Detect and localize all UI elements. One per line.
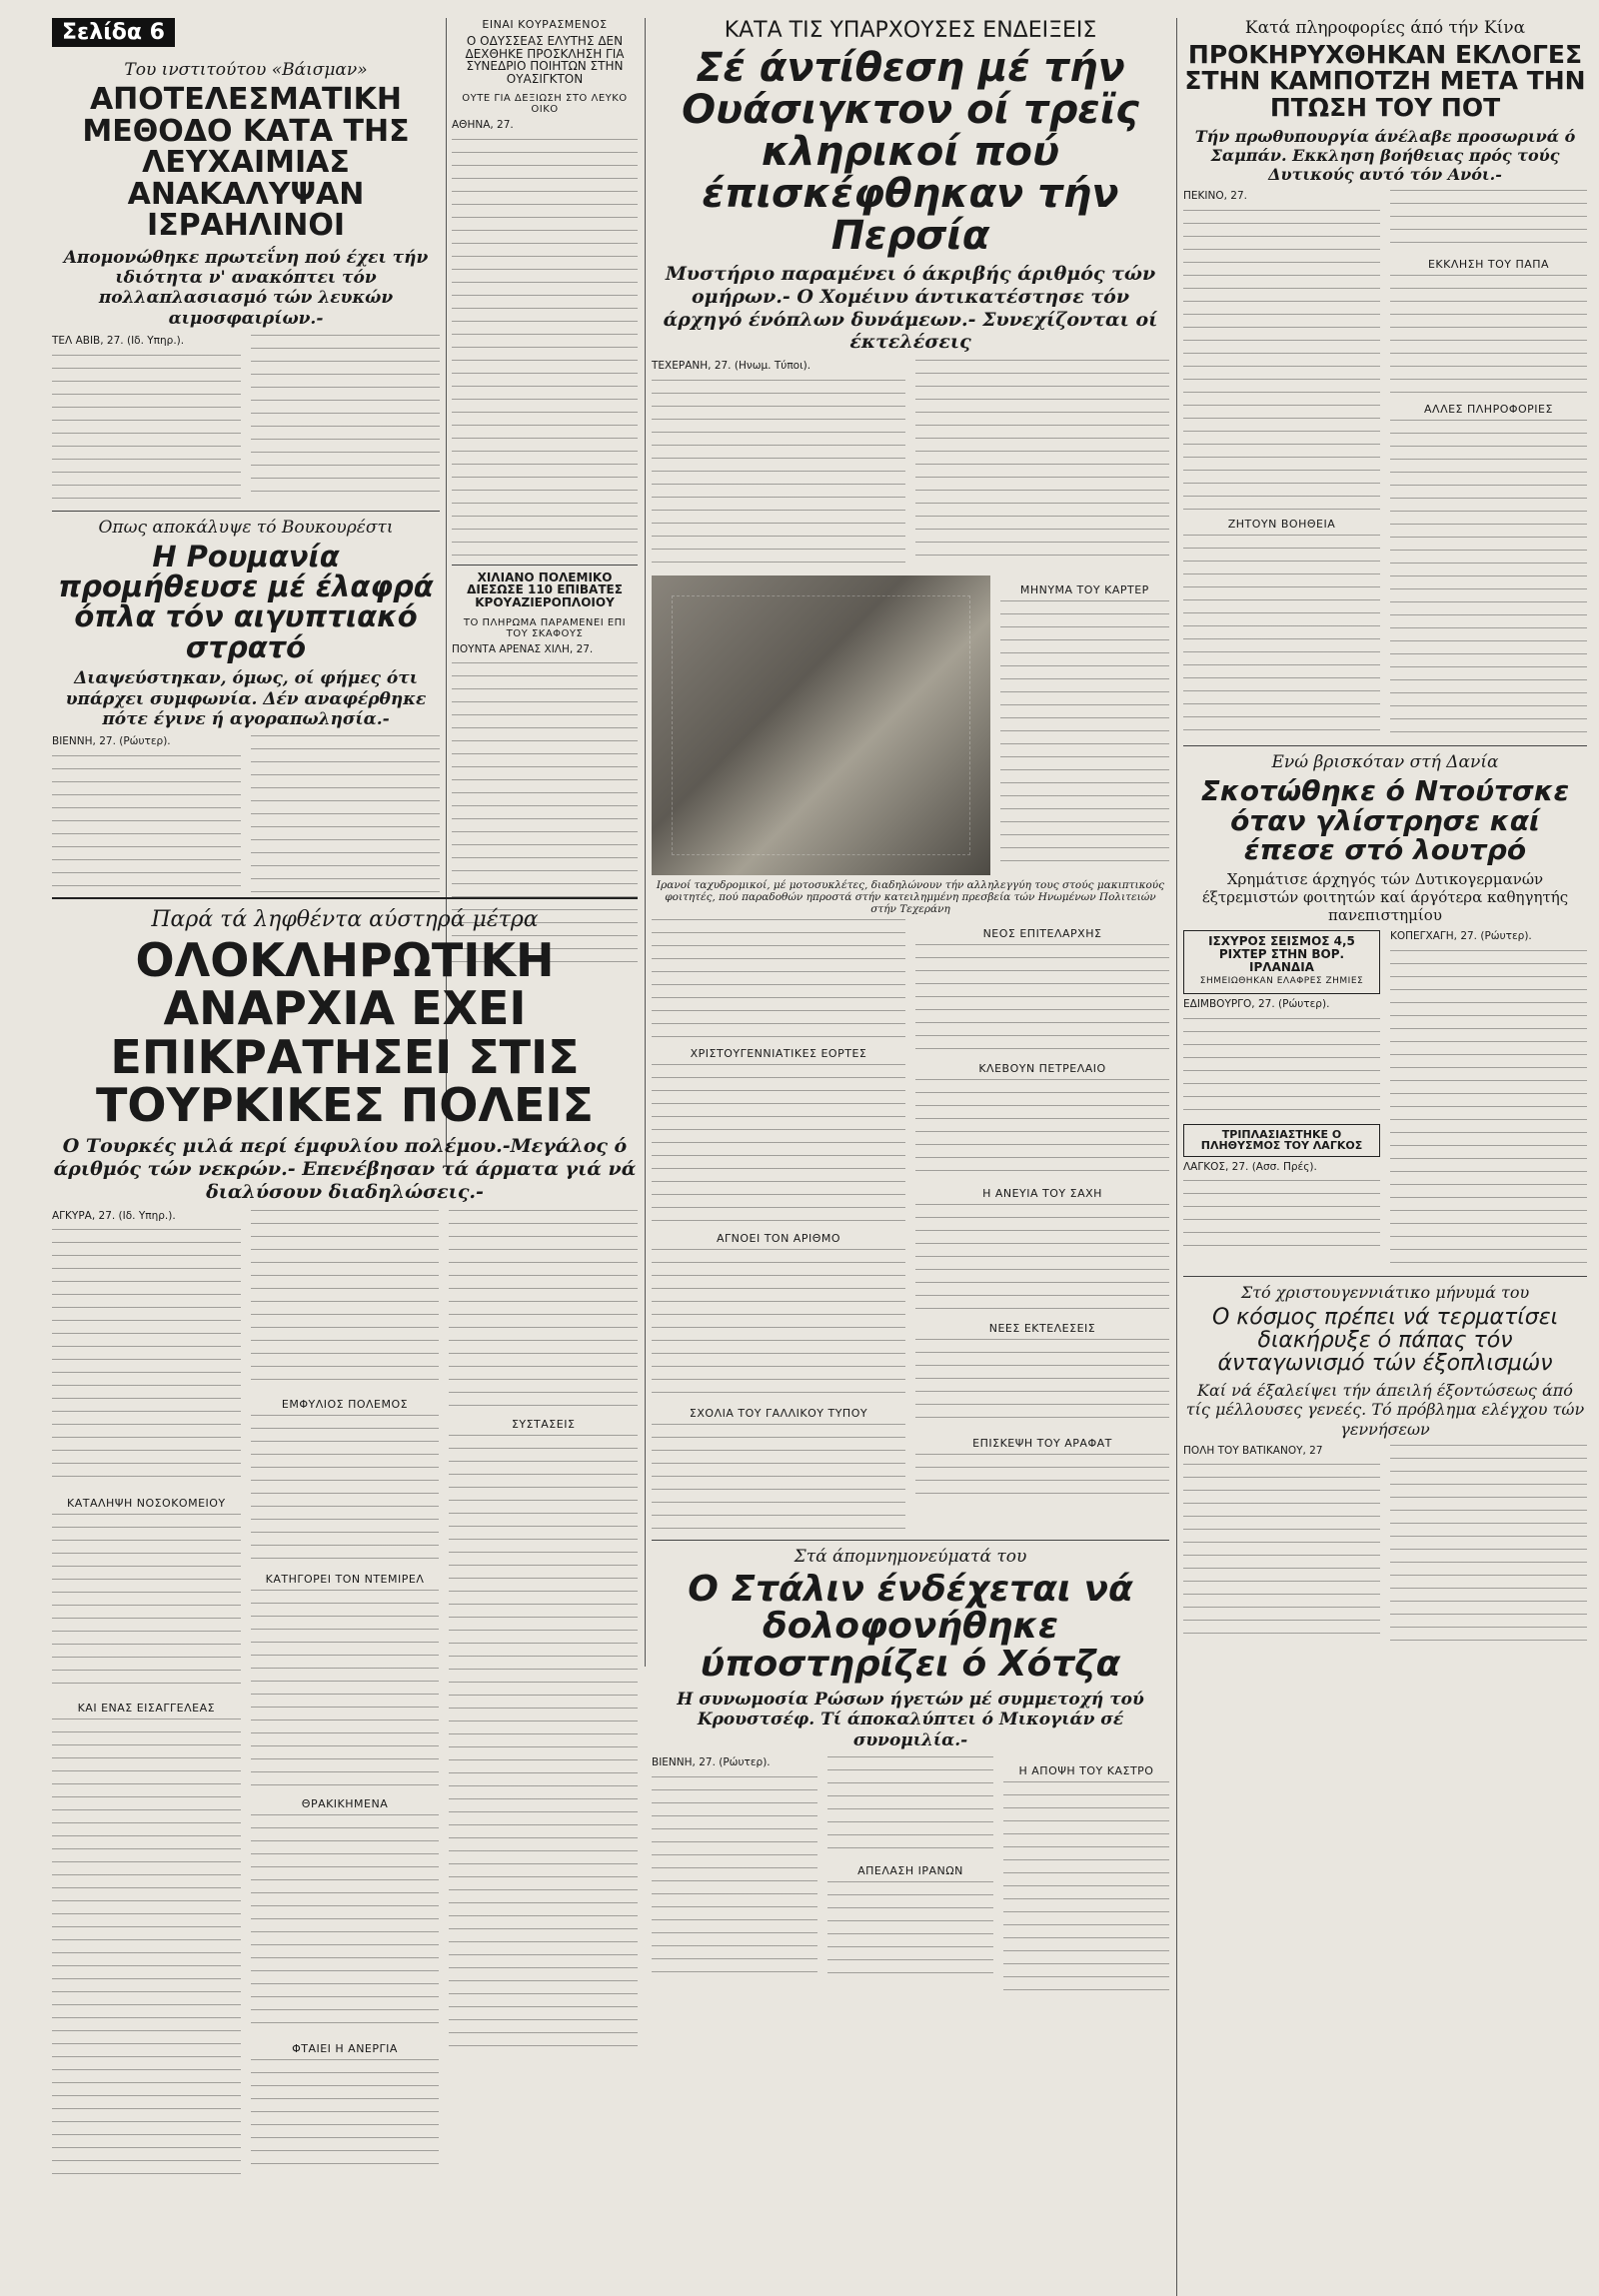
article-text	[827, 1756, 993, 1856]
article-chile	[452, 572, 638, 962]
subhead: ΝΕΕΣ ΕΚΤΕΛΕΣΕΙΣ	[988, 1321, 1096, 1335]
article-text	[251, 1210, 440, 1390]
kicker: ΕΙΝΑΙ ΚΟΥΡΑΣΜΕΝΟΣ	[482, 18, 608, 31]
article-text	[1183, 535, 1380, 734]
kicker: Στό χριστουγεννιάτικο μήνυμά του	[1240, 1282, 1530, 1302]
article-text	[652, 919, 905, 1039]
article-text	[652, 1424, 905, 1534]
subhead: ΑΓΝΟΕΙ ΤΟΝ ΑΡΙΘΜΟ	[716, 1231, 841, 1245]
headline: Η Ρουμανία προμήθευσε μέ έλαφρά όπλα τόν αιγυπτιακό στρατό	[58, 539, 434, 664]
article-pope	[1183, 1283, 1587, 1644]
headline: Σκοτώθηκε ό Ντούτσκε όταν γλίστρησε καί έπεσε στό λουτρό	[1200, 774, 1570, 867]
subheadline: Απομονώθηκε πρωτεΐνη πού έχει τήν ιδιότητα ν' ανακόπτει τόν πολλαπλασιασμό τών λευκών αιμοσφαιρίων.-	[63, 247, 429, 329]
page-label	[52, 18, 175, 47]
article-stalin	[652, 1547, 1169, 1992]
subhead: ΘΡΑΚΙΚΗΜΕΝΑ	[301, 1796, 389, 1810]
article-text	[1003, 1781, 1169, 1991]
article-text	[1390, 420, 1587, 739]
column-4	[1183, 18, 1587, 1644]
subhead: ΣΥΣΤΑΣΕΙΣ	[511, 1417, 576, 1431]
subhead: Η ΑΝΕΥΙΑ ΤΟΥ ΣΑΧΗ	[982, 1186, 1102, 1200]
subhead: ΕΚΚΛΗΣΗ ΤΟΥ ΠΑΠΑ	[1427, 258, 1550, 272]
subheadline: Μυστήριο παραμένει ό άκριβής άριθμός τών ομήρων.- Ο Χομέινυ άντικατέστησε τόν άρχηγό ένόπλων δυνάμεων.- Συνεχίζονται οί έκτελέσεις	[663, 263, 1158, 354]
subhead: ΚΑΤΗΓΟΡΕΙ ΤΟΝ ΝΤΕΜΙΡΕΛ	[265, 1572, 425, 1586]
subheadline: Ο Τουρκές μιλά περί έμφυλίου πολέμου.-Μεγάλος ό άριθμός τών νεκρών.- Επενέβησαν τά άρματα γιά νά διαλύσουν διαδηλώσεις.-	[53, 1135, 637, 1203]
article-text	[915, 1454, 1169, 1504]
dateline: ΠΕΚΙΝΟ, 27.	[1183, 190, 1248, 203]
box-earthquake	[1183, 930, 1380, 994]
article-text	[915, 1339, 1169, 1429]
column-rule	[1176, 18, 1177, 2296]
article-text	[827, 1881, 993, 1981]
article-text	[1390, 275, 1587, 395]
kicker: Παρά τά ληφθέντα αύστηρά μέτρα	[151, 907, 539, 932]
article-text	[1183, 1018, 1380, 1118]
article-turkey	[52, 889, 638, 2178]
box-lagos	[1183, 1124, 1380, 1157]
headline: ΤΡΙΠΛΑΣΙΑΣΤΗΚΕ Ο ΠΛΗΘΥΣΜΟΣ ΤΟΥ ΛΑΓΚΟΣ	[1200, 1127, 1363, 1153]
subheadline: Καί νά έξαλείψει τήν άπειλή έξοντώσεως άπό τίς μέλλουσες γενεές. Τό πρόβλημα ελέγχου τών γεννήσεων	[1185, 1381, 1585, 1439]
article-text	[1183, 210, 1380, 510]
kicker: Οπως αποκάλυψε τό Βουκουρέστι	[98, 517, 394, 538]
article-text	[1183, 1180, 1380, 1250]
subheadline: Διαψεύστηκαν, όμως, οί φήμες ότι υπάρχει συμφωνία. Δέν αναφέρθηκε πότε έγινε ή αγοραπωλησία.-	[65, 668, 427, 730]
subheadline: Χρημάτισε άρχηγός τών Δυτικογερμανών έξτρεμιστών φοιτητών καί άργότερα καθηγητής πανεπιστημίου	[1201, 870, 1569, 925]
article-text	[1390, 950, 1587, 1270]
subheadline: Η συνωμοσία Ρώσων ήγετών μέ συμμετοχή τού Κρουστσέφ. Τί άποκαλύπτει ό Μικογιάν σέ συνομιλία.-	[677, 1690, 1144, 1750]
dateline: ΤΕΧΕΡΑΝΗ, 27. (Ηνωμ. Τύποι).	[652, 360, 811, 373]
subhead: ΚΑΤΑΛΗΨΗ ΝΟΣΟΚΟΜΕΙΟΥ	[67, 1497, 226, 1511]
dateline: ΒΙΕΝΝΗ, 27. (Ρώυτερ).	[52, 735, 171, 748]
article-romania	[52, 518, 440, 895]
headline: Ο Στάλιν ένδέχεται νά δολοφονήθηκε ύποστηρίζει ό Χότζα	[688, 1568, 1133, 1686]
dateline: ΚΟΠΕΓΧΑΓΗ, 27. (Ρώυτερ).	[1390, 930, 1532, 943]
article-text	[652, 1249, 905, 1399]
dateline: ΤΕΛ ΑΒΙΒ, 27. (Ιδ. Υπηρ.).	[52, 335, 185, 348]
article-text	[251, 735, 440, 893]
subhead: ΝΕΟΣ ΕΠΙΤΕΛΑΡΧΗΣ	[982, 926, 1102, 940]
article-text	[1183, 1464, 1380, 1644]
photo-caption: Ιρανοί ταχυδρομικοί, μέ μοτοσυκλέτες, διαδηλώνουν τήν αλληλεγγύη τους στούς μακιπτικούς φοιτητές, πού παραδοθών ηπροστά στήν κατειλημμένη πρεσβεία τών Ηνωμένων Πολιτειών στήν Τεχεράνη	[656, 878, 1165, 915]
headline: Ο ΟΔΥΣΣΕΑΣ ΕΛΥΤΗΣ ΔΕΝ ΔΕΧΘΗΚΕ ΠΡΟΣΚΛΗΣΗ ΓΙΑ ΣΥΝΕΔΡΙΟ ΠΟΙΗΤΩΝ ΣΤΗΝ ΟΥΑΣΙΓΚΤΟΝ	[465, 34, 625, 86]
kicker: Κατά πληροφορίες άπό τήν Κίνα	[1244, 18, 1526, 38]
article-cambodia	[1183, 18, 1587, 739]
headline: Σέ άντίθεση μέ τήν Ουάσιγκτον οί τρεϊς κληρικοί πού έπισκέφθηκαν τήν Περσία	[682, 45, 1139, 259]
article-text	[652, 1064, 905, 1224]
article-text	[52, 755, 241, 895]
page-number: Σελίδα 6	[52, 18, 175, 47]
subhead: ΜΗΝΥΜΑ ΤΟΥ ΚΑΡΤΕΡ	[1019, 582, 1149, 596]
article-text	[1390, 1445, 1587, 1643]
column-1	[52, 60, 440, 895]
dateline: ΠΟΛΗ ΤΟΥ ΒΑΤΙΚΑΝΟΥ, 27	[1183, 1444, 1323, 1457]
kicker: ΚΑΤΑ ΤΙΣ ΥΠΑΡΧΟΥΣΕΣ ΕΝΔΕΙΞΕΙΣ	[724, 18, 1097, 43]
article-text	[915, 1204, 1169, 1314]
article-elytis	[452, 18, 638, 559]
headline: ΠΡΟΚΗΡΥΧΘΗΚΑΝ ΕΚΛΟΓΕΣ ΣΤΗΝ ΚΑΜΠΟΤΖΗ ΜΕΤΑ ΤΗΝ ΠΤΩΣΗ ΤΟΥ ΠΟΤ	[1184, 40, 1586, 122]
subheadline: ΟΥΤΕ ΓΙΑ ΔΕΞΙΩΣΗ ΣΤΟ ΛΕΥΚΟ ΟΙΚΟ	[462, 93, 628, 116]
article-text	[452, 662, 638, 962]
subhead: ΦΤΑΙΕΙ Η ΑΝΕΡΓΙΑ	[292, 2041, 398, 2055]
dateline: ΑΘΗΝΑ, 27.	[452, 119, 514, 132]
article-dutschke	[1183, 752, 1587, 1270]
column-3	[652, 18, 1169, 1991]
article-text	[251, 1590, 440, 1789]
article-text	[52, 355, 241, 505]
dateline: ΒΙΕΝΝΗ, 27. (Ρώυτερ).	[652, 1756, 771, 1769]
article-leukemia	[52, 60, 440, 505]
article-text	[915, 1079, 1169, 1179]
article-text	[251, 1415, 440, 1565]
dateline: ΠΟΥΝΤΑ ΑΡΕΝΑΣ ΧΙΛΗ, 27.	[452, 642, 594, 655]
headline: ΟΛΟΚΛΗΡΩΤΙΚΗ ΑΝΑΡΧΙΑ ΕΧΕΙ ΕΠΙΚΡΑΤΗΣΕΙ ΣΤΙΣ ΤΟΥΡΚΙΚΕΣ ΠΟΛΕΙΣ	[96, 933, 594, 1132]
subhead: ΖΗΤΟΥΝ ΒΟΗΘΕΙΑ	[1227, 517, 1336, 531]
article-text	[652, 1776, 817, 1976]
column-rule	[645, 18, 646, 1667]
article-text	[1390, 190, 1587, 250]
subheadline: Τήν πρωθυπουργία άνέλαβε προσωρινά ό Σαμπάν. Εκκληση βοήθειας πρός τούς Δυτικούς αυτό τόν Ανόι.-	[1194, 126, 1576, 185]
headline: ΑΠΟΤΕΛΕΣΜΑΤΙΚΗ ΜΕΘΟΔΟ ΚΑΤΑ ΤΗΣ ΛΕΥΧΑΙΜΙΑΣ ΑΝΑΚΑΛΥΨΑΝ ΙΣΡΑΗΛΙΝΟΙ	[82, 82, 410, 243]
article-text	[251, 335, 440, 503]
subhead: ΣΧΟΛΙΑ ΤΟΥ ΓΑΛΛΙΚΟΥ ΤΥΠΟΥ	[689, 1406, 868, 1420]
column-2	[452, 18, 638, 962]
headline: Ο κόσμος πρέπει νά τερματίσει διακήρυξε ό πάπας τόν άνταγωνισμό τών έξοπλισμών	[1211, 1304, 1559, 1377]
article-text	[52, 1719, 241, 2178]
kicker: Στά άπομνημονεύματά του	[794, 1546, 1027, 1567]
headline: ΧΙΛΙΑΝΟ ΠΟΛΕΜΙΚΟ ΔΙΕΣΩΣΕ 110 ΕΠΙΒΑΤΕΣ ΚΡΟΥΑΖΙΕΡΟΠΛΟΙΟΥ	[467, 570, 623, 609]
article-text	[915, 944, 1169, 1054]
subhead: ΚΛΕΒΟΥΝ ΠΕΤΡΕΛΑΙΟ	[978, 1061, 1106, 1075]
dateline: ΑΓΚΥΡΑ, 27. (Ιδ. Υπηρ.).	[52, 1209, 176, 1222]
headline: ΙΣΧΥΡΟΣ ΣΕΙΣΜΟΣ 4,5 ΡΙΧΤΕΡ ΣΤΗΝ ΒΟΡ. ΙΡΛΑΝΔΙΑ	[1208, 934, 1355, 974]
article-iran	[652, 18, 1169, 1534]
article-text	[652, 380, 905, 570]
subhead: ΧΡΙΣΤΟΥΓΕΝΝΙΑΤΙΚΕΣ ΕΟΡΤΕΣ	[690, 1046, 867, 1060]
article-text	[915, 360, 1169, 568]
article-text	[449, 1435, 638, 2054]
article-text	[52, 1514, 241, 1694]
article-text	[52, 1229, 241, 1489]
article-text	[452, 139, 638, 559]
article-text	[251, 2059, 440, 2169]
subheadline: ΤΟ ΠΛΗΡΩΜΑ ΠΑΡΑΜΕΝΕΙ ΕΠΙ ΤΟΥ ΣΚΑΦΟΥΣ	[463, 616, 627, 639]
news-photo	[652, 575, 990, 875]
dateline: ΕΔΙΜΒΟΥΡΓΟ, 27. (Ρώυτερ).	[1183, 998, 1330, 1011]
article-text	[449, 1210, 638, 1410]
subhead: ΑΠΕΛΑΣΗ ΙΡΑΝΩΝ	[857, 1864, 963, 1878]
subhead: ΑΛΛΕΣ ΠΛΗΡΟΦΟΡΙΕΣ	[1424, 403, 1553, 417]
subhead: Η ΑΠΟΨΗ ΤΟΥ ΚΑΣΤΡΟ	[1018, 1764, 1154, 1778]
kicker: Του ινστιτούτου «Βάισμαν»	[124, 60, 368, 80]
kicker: Ενώ βρισκόταν στή Δανία	[1271, 752, 1499, 773]
article-text	[251, 1814, 440, 2034]
dateline: ΛΑΓΚΟΣ, 27. (Ασσ. Πρές).	[1183, 1160, 1317, 1173]
article-text	[1000, 600, 1169, 870]
subhead: ΕΜΦΥΛΙΟΣ ΠΟΛΕΜΟΣ	[281, 1397, 409, 1411]
subhead: ΚΑΙ ΕΝΑΣ ΕΙΣΑΓΓΕΛΕΑΣ	[77, 1702, 216, 1716]
subheadline: ΣΗΜΕΙΩΘΗΚΑΝ ΕΛΑΦΡΕΣ ΖΗΜΙΕΣ	[1199, 976, 1364, 987]
subhead: ΕΠΙΣΚΕΨΗ ΤΟΥ ΑΡΑΦΑΤ	[972, 1436, 1112, 1450]
